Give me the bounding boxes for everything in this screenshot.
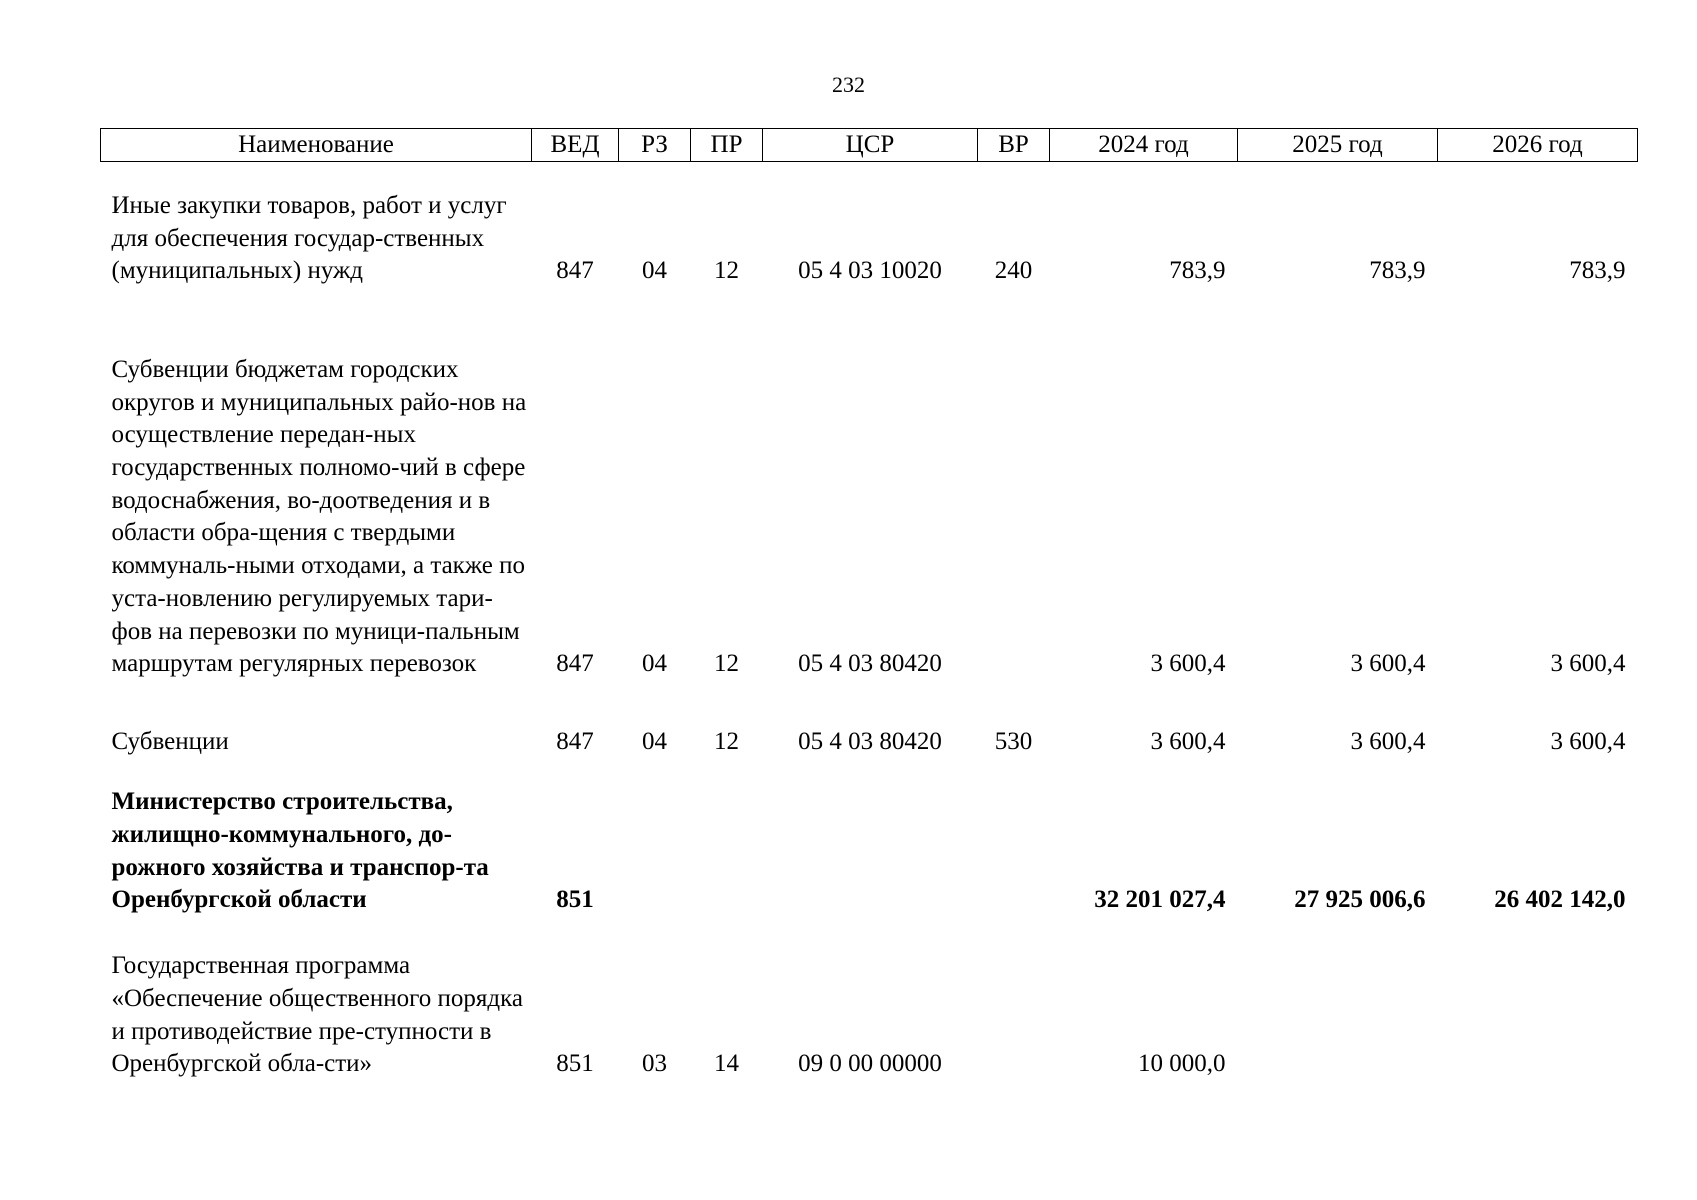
cell-vr <box>978 917 1050 1081</box>
table-body <box>101 162 1638 1082</box>
header-2025: 2025 год <box>1238 129 1438 162</box>
cell-2024: 3 600,4 <box>1150 728 1226 756</box>
header-pr: ПР <box>691 129 763 162</box>
table-row <box>101 917 1638 1081</box>
cell-2026: 3 600,4 <box>1550 650 1626 678</box>
table-row <box>101 288 1638 681</box>
cell-name: Министерство строительства, жилищно-коммунального, до-рожного хозяйства и транспор-та Оренбургской области <box>111 788 489 914</box>
cell-pr: 12 <box>714 257 739 285</box>
cell-rz: 04 <box>642 257 667 285</box>
cell-rz: 03 <box>642 1050 667 1078</box>
cell-name: Государственная программа «Обеспечение общественного порядка и противодействие пре-ступности в Оренбургской обла-сти» <box>111 952 523 1078</box>
cell-ved: 851 <box>556 1050 594 1078</box>
table-header <box>101 129 1638 162</box>
cell-ved: 847 <box>556 257 594 285</box>
cell-2026: 3 600,4 <box>1550 728 1626 756</box>
cell-2024: 10 000,0 <box>1138 1050 1226 1078</box>
header-csr: ЦСР <box>763 129 978 162</box>
cell-pr: 14 <box>714 1050 739 1078</box>
cell-2024: 3 600,4 <box>1150 650 1226 678</box>
cell-2025: 3 600,4 <box>1350 728 1426 756</box>
cell-2026 <box>1438 917 1638 1081</box>
cell-vr <box>978 288 1050 681</box>
cell-csr: 05 4 03 10020 <box>798 257 942 285</box>
cell-ved: 851 <box>556 886 594 914</box>
cell-csr: 09 0 00 00000 <box>798 1050 942 1078</box>
cell-vr <box>978 759 1050 917</box>
cell-pr: 12 <box>714 728 739 756</box>
cell-csr: 05 4 03 80420 <box>798 728 942 756</box>
header-row <box>101 129 1638 162</box>
cell-rz: 04 <box>642 650 667 678</box>
budget-table <box>100 128 1638 1081</box>
header-2026: 2026 год <box>1438 129 1638 162</box>
cell-ved: 847 <box>556 728 594 756</box>
cell-rz <box>619 759 691 917</box>
cell-2025: 3 600,4 <box>1350 650 1426 678</box>
cell-2026: 783,9 <box>1569 257 1626 285</box>
cell-pr: 12 <box>714 650 739 678</box>
header-vr: ВР <box>978 129 1050 162</box>
cell-name: Иные закупки товаров, работ и услуг для обеспечения государ-ственных (муниципальных) нужд <box>111 191 507 285</box>
table-row <box>101 162 1638 289</box>
cell-name: Субвенции бюджетам городских округов и муниципальных райо-нов на осуществление передан-ных государственных полномо-чий в сфере водоснабжения, во-доотведения и в области обра-щения с твердыми коммуналь-ными отходами, а также по уста-новлению регулируемых тари-фов на перевозки по муници-пальным маршрутам регулярных перевозок <box>111 355 527 678</box>
cell-csr <box>763 759 978 917</box>
header-ved: ВЕД <box>532 129 619 162</box>
page-number: 232 <box>832 72 865 97</box>
table-row <box>101 681 1638 759</box>
cell-vr: 240 <box>994 257 1033 285</box>
table-row <box>101 759 1638 917</box>
cell-2026: 26 402 142,0 <box>1494 886 1626 914</box>
cell-2024: 783,9 <box>1169 257 1226 285</box>
cell-vr: 530 <box>994 728 1033 756</box>
cell-2024: 32 201 027,4 <box>1094 886 1226 914</box>
cell-csr: 05 4 03 80420 <box>798 650 942 678</box>
header-rz: РЗ <box>619 129 691 162</box>
cell-rz: 04 <box>642 728 667 756</box>
header-name: Наименование <box>101 129 532 162</box>
header-2024: 2024 год <box>1050 129 1238 162</box>
cell-2025 <box>1238 917 1438 1081</box>
cell-name: Субвенции <box>111 728 229 756</box>
cell-2025: 783,9 <box>1369 257 1426 285</box>
cell-2025: 27 925 006,6 <box>1294 886 1426 914</box>
cell-ved: 847 <box>556 650 594 678</box>
cell-pr <box>691 759 763 917</box>
